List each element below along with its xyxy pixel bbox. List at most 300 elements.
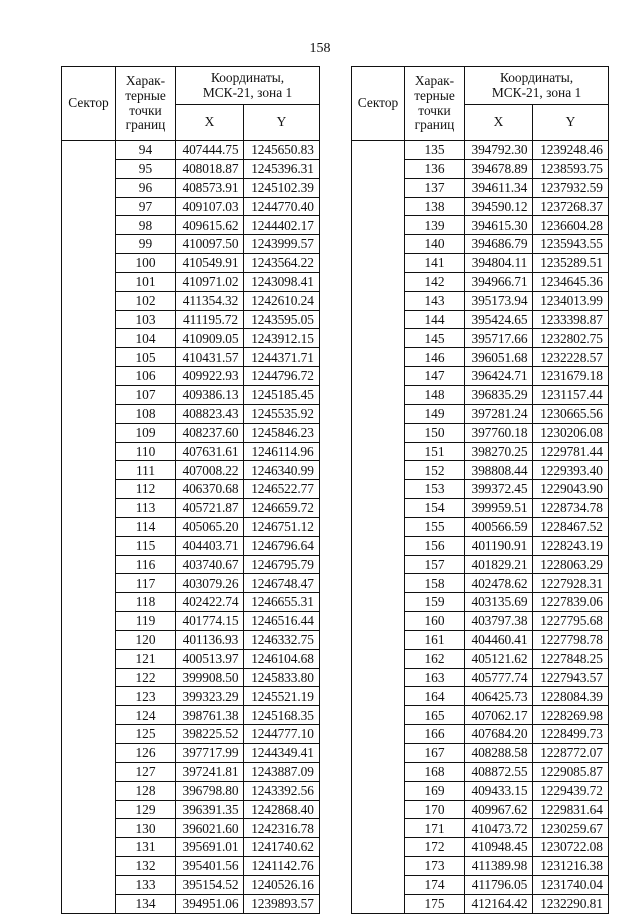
y-cell: 1244796.72	[244, 367, 320, 386]
x-cell: 408237.60	[176, 423, 244, 442]
table-row	[352, 197, 609, 216]
sector-cell	[62, 668, 116, 687]
sector-cell	[352, 310, 405, 329]
x-cell: 403135.69	[465, 593, 533, 612]
sector-cell	[352, 687, 405, 706]
point-cell: 143	[405, 291, 465, 310]
table-row	[352, 781, 609, 800]
table-row	[62, 254, 320, 273]
table-row	[352, 385, 609, 404]
y-cell: 1237932.59	[533, 178, 609, 197]
sector-cell	[352, 875, 405, 894]
sector-cell	[62, 649, 116, 668]
x-cell: 401190.91	[465, 536, 533, 555]
table-row	[62, 385, 320, 404]
x-cell: 407631.61	[176, 442, 244, 461]
table-row	[352, 499, 609, 518]
x-cell: 394792.30	[465, 141, 533, 160]
x-cell: 410473.72	[465, 819, 533, 838]
table-row	[352, 216, 609, 235]
point-cell: 155	[405, 517, 465, 536]
point-cell: 103	[116, 310, 176, 329]
sector-cell	[62, 367, 116, 386]
table-row	[352, 649, 609, 668]
table-row	[352, 517, 609, 536]
sector-cell	[352, 706, 405, 725]
x-cell: 398270.25	[465, 442, 533, 461]
table-row	[62, 593, 320, 612]
table-row	[352, 630, 609, 649]
table-row	[352, 310, 609, 329]
table-row	[352, 593, 609, 612]
y-cell: 1229439.72	[533, 781, 609, 800]
sector-cell	[62, 819, 116, 838]
sector-cell	[352, 593, 405, 612]
point-cell: 127	[116, 762, 176, 781]
sector-cell	[62, 423, 116, 442]
x-cell: 397241.81	[176, 762, 244, 781]
point-cell: 170	[405, 800, 465, 819]
header-y: Y	[533, 105, 609, 141]
table-row	[352, 442, 609, 461]
point-cell: 107	[116, 385, 176, 404]
y-cell: 1245396.31	[244, 159, 320, 178]
sector-cell	[62, 781, 116, 800]
point-cell: 162	[405, 649, 465, 668]
sector-cell	[352, 197, 405, 216]
y-cell: 1231740.04	[533, 875, 609, 894]
sector-cell	[352, 725, 405, 744]
sector-cell	[352, 329, 405, 348]
header-coords-line2: МСК-21, зона 1	[491, 84, 582, 100]
table-row	[62, 612, 320, 631]
y-cell: 1243564.22	[244, 254, 320, 273]
table-row	[62, 404, 320, 423]
table-row	[62, 555, 320, 574]
x-cell: 400513.97	[176, 649, 244, 668]
point-cell: 116	[116, 555, 176, 574]
sector-cell	[62, 517, 116, 536]
table-row	[62, 423, 320, 442]
table-row	[352, 857, 609, 876]
y-cell: 1243392.56	[244, 781, 320, 800]
point-cell: 95	[116, 159, 176, 178]
y-cell: 1245185.45	[244, 385, 320, 404]
x-cell: 409107.03	[176, 197, 244, 216]
table-row	[352, 254, 609, 273]
point-cell: 110	[116, 442, 176, 461]
point-cell: 114	[116, 517, 176, 536]
table-row	[352, 367, 609, 386]
y-cell: 1246522.77	[244, 480, 320, 499]
x-cell: 403797.38	[465, 612, 533, 631]
table-row	[352, 894, 609, 913]
y-cell: 1229781.44	[533, 442, 609, 461]
point-cell: 131	[116, 838, 176, 857]
table-row	[352, 141, 609, 160]
x-cell: 395717.66	[465, 329, 533, 348]
y-cell: 1239248.46	[533, 141, 609, 160]
sector-cell	[62, 875, 116, 894]
point-cell: 106	[116, 367, 176, 386]
point-cell: 160	[405, 612, 465, 631]
x-cell: 400566.59	[465, 517, 533, 536]
page-number: 158	[309, 41, 331, 56]
sector-cell	[352, 744, 405, 763]
y-cell: 1242868.40	[244, 800, 320, 819]
table-row	[62, 367, 320, 386]
sector-cell	[352, 857, 405, 876]
y-cell: 1245846.23	[244, 423, 320, 442]
y-cell: 1244349.41	[244, 744, 320, 763]
sector-cell	[62, 838, 116, 857]
y-cell: 1243912.15	[244, 329, 320, 348]
x-cell: 395691.01	[176, 838, 244, 857]
x-cell: 394590.12	[465, 197, 533, 216]
sector-cell	[352, 555, 405, 574]
y-cell: 1246332.75	[244, 630, 320, 649]
x-cell: 395401.56	[176, 857, 244, 876]
point-cell: 125	[116, 725, 176, 744]
sector-cell	[352, 461, 405, 480]
y-cell: 1243887.09	[244, 762, 320, 781]
table-row	[62, 725, 320, 744]
sector-cell	[62, 593, 116, 612]
x-cell: 399323.29	[176, 687, 244, 706]
header-coords-line1: Координаты,	[499, 69, 574, 85]
y-cell: 1243595.05	[244, 310, 320, 329]
x-cell: 409615.62	[176, 216, 244, 235]
y-cell: 1246114.96	[244, 442, 320, 461]
y-cell: 1234645.36	[533, 272, 609, 291]
x-cell: 394966.71	[465, 272, 533, 291]
y-cell: 1241142.76	[244, 857, 320, 876]
point-cell: 129	[116, 800, 176, 819]
sector-cell	[62, 706, 116, 725]
point-cell: 102	[116, 291, 176, 310]
header-points-line3: точки	[129, 102, 162, 118]
x-cell: 410909.05	[176, 329, 244, 348]
table-row	[352, 178, 609, 197]
point-cell: 139	[405, 216, 465, 235]
sector-cell	[62, 442, 116, 461]
point-cell: 137	[405, 178, 465, 197]
table-row	[62, 649, 320, 668]
y-cell: 1242610.24	[244, 291, 320, 310]
x-cell: 409922.93	[176, 367, 244, 386]
x-cell: 399908.50	[176, 668, 244, 687]
point-cell: 163	[405, 668, 465, 687]
sector-cell	[62, 687, 116, 706]
point-cell: 150	[405, 423, 465, 442]
x-cell: 408288.58	[465, 744, 533, 763]
table-row	[62, 291, 320, 310]
y-cell: 1230259.67	[533, 819, 609, 838]
table-row	[62, 159, 320, 178]
x-cell: 397281.24	[465, 404, 533, 423]
sector-cell	[62, 499, 116, 518]
point-cell: 165	[405, 706, 465, 725]
point-cell: 117	[116, 574, 176, 593]
point-cell: 152	[405, 461, 465, 480]
x-cell: 408018.87	[176, 159, 244, 178]
point-cell: 169	[405, 781, 465, 800]
y-cell: 1246751.12	[244, 517, 320, 536]
header-sector: Сектор	[62, 67, 116, 141]
header-coords-line2: МСК-21, зона 1	[202, 84, 293, 100]
x-cell: 405121.62	[465, 649, 533, 668]
sector-cell	[352, 141, 405, 160]
table-row	[62, 800, 320, 819]
sector-cell	[352, 442, 405, 461]
x-cell: 394686.79	[465, 235, 533, 254]
x-cell: 396835.29	[465, 385, 533, 404]
table-row	[352, 819, 609, 838]
y-cell: 1246655.31	[244, 593, 320, 612]
y-cell: 1244402.17	[244, 216, 320, 235]
sector-cell	[62, 744, 116, 763]
sector-cell	[62, 254, 116, 273]
x-cell: 398761.38	[176, 706, 244, 725]
y-cell: 1231157.44	[533, 385, 609, 404]
table-row	[62, 272, 320, 291]
x-cell: 411389.98	[465, 857, 533, 876]
header-points-line2: терные	[125, 87, 166, 103]
sector-cell	[62, 178, 116, 197]
y-cell: 1235289.51	[533, 254, 609, 273]
x-cell: 396021.60	[176, 819, 244, 838]
y-cell: 1232228.57	[533, 348, 609, 367]
table-body-left	[62, 141, 320, 914]
sector-cell	[352, 480, 405, 499]
point-cell: 108	[116, 404, 176, 423]
y-cell: 1228772.07	[533, 744, 609, 763]
x-cell: 408573.91	[176, 178, 244, 197]
y-cell: 1244777.10	[244, 725, 320, 744]
point-cell: 146	[405, 348, 465, 367]
sector-cell	[62, 216, 116, 235]
header-x: X	[176, 105, 244, 141]
point-cell: 172	[405, 838, 465, 857]
y-cell: 1230722.08	[533, 838, 609, 857]
y-cell: 1235943.55	[533, 235, 609, 254]
table-row	[352, 668, 609, 687]
sector-cell	[62, 461, 116, 480]
table-row	[62, 819, 320, 838]
y-cell: 1228063.29	[533, 555, 609, 574]
x-cell: 407008.22	[176, 461, 244, 480]
x-cell: 396051.68	[465, 348, 533, 367]
y-cell: 1245833.80	[244, 668, 320, 687]
x-cell: 410431.57	[176, 348, 244, 367]
sector-cell	[352, 800, 405, 819]
x-cell: 410971.02	[176, 272, 244, 291]
table-row	[352, 404, 609, 423]
x-cell: 408823.43	[176, 404, 244, 423]
point-cell: 135	[405, 141, 465, 160]
table-row	[352, 574, 609, 593]
x-cell: 412164.42	[465, 894, 533, 913]
y-cell: 1244371.71	[244, 348, 320, 367]
table-row	[62, 781, 320, 800]
sector-cell	[62, 612, 116, 631]
sector-cell	[62, 197, 116, 216]
table-row	[352, 706, 609, 725]
point-cell: 113	[116, 499, 176, 518]
table-row	[352, 159, 609, 178]
table-row	[62, 197, 320, 216]
point-cell: 174	[405, 875, 465, 894]
y-cell: 1238593.75	[533, 159, 609, 178]
x-cell: 405721.87	[176, 499, 244, 518]
y-cell: 1237268.37	[533, 197, 609, 216]
y-cell: 1245650.83	[244, 141, 320, 160]
point-cell: 115	[116, 536, 176, 555]
sector-cell	[352, 819, 405, 838]
y-cell: 1246748.47	[244, 574, 320, 593]
header-points-line3: точки	[418, 102, 451, 118]
sector-cell	[352, 762, 405, 781]
sector-cell	[352, 423, 405, 442]
sector-cell	[352, 272, 405, 291]
x-cell: 405777.74	[465, 668, 533, 687]
point-cell: 105	[116, 348, 176, 367]
x-cell: 397760.18	[465, 423, 533, 442]
table-row	[62, 480, 320, 499]
sector-cell	[352, 291, 405, 310]
x-cell: 404460.41	[465, 630, 533, 649]
point-cell: 121	[116, 649, 176, 668]
header-x: X	[465, 105, 533, 141]
sector-cell	[352, 178, 405, 197]
point-cell: 122	[116, 668, 176, 687]
y-cell: 1241740.62	[244, 838, 320, 857]
table-row	[62, 461, 320, 480]
point-cell: 140	[405, 235, 465, 254]
y-cell: 1245102.39	[244, 178, 320, 197]
y-cell: 1228084.39	[533, 687, 609, 706]
y-cell: 1231216.38	[533, 857, 609, 876]
sector-cell	[62, 141, 116, 160]
point-cell: 126	[116, 744, 176, 763]
sector-cell	[352, 404, 405, 423]
y-cell: 1230206.08	[533, 423, 609, 442]
point-cell: 175	[405, 894, 465, 913]
y-cell: 1243098.41	[244, 272, 320, 291]
x-cell: 408872.55	[465, 762, 533, 781]
point-cell: 98	[116, 216, 176, 235]
x-cell: 395154.52	[176, 875, 244, 894]
table-row	[62, 687, 320, 706]
x-cell: 411354.32	[176, 291, 244, 310]
point-cell: 171	[405, 819, 465, 838]
table-row	[352, 744, 609, 763]
y-cell: 1246340.99	[244, 461, 320, 480]
table-row	[62, 762, 320, 781]
y-cell: 1230665.56	[533, 404, 609, 423]
point-cell: 96	[116, 178, 176, 197]
y-cell: 1228734.78	[533, 499, 609, 518]
y-cell: 1229043.90	[533, 480, 609, 499]
point-cell: 154	[405, 499, 465, 518]
point-cell: 164	[405, 687, 465, 706]
point-cell: 136	[405, 159, 465, 178]
y-cell: 1227795.68	[533, 612, 609, 631]
table-row	[62, 630, 320, 649]
x-cell: 394804.11	[465, 254, 533, 273]
x-cell: 397717.99	[176, 744, 244, 763]
x-cell: 396391.35	[176, 800, 244, 819]
table-row	[62, 499, 320, 518]
point-cell: 161	[405, 630, 465, 649]
table-row	[62, 574, 320, 593]
x-cell: 409433.15	[465, 781, 533, 800]
sector-cell	[352, 216, 405, 235]
y-cell: 1229393.40	[533, 461, 609, 480]
point-cell: 149	[405, 404, 465, 423]
point-cell: 123	[116, 687, 176, 706]
header-points-line4: границ	[125, 117, 166, 133]
point-cell: 168	[405, 762, 465, 781]
table-row	[62, 894, 320, 913]
x-cell: 399959.51	[465, 499, 533, 518]
y-cell: 1236604.28	[533, 216, 609, 235]
x-cell: 403740.67	[176, 555, 244, 574]
y-cell: 1228243.19	[533, 536, 609, 555]
point-cell: 120	[116, 630, 176, 649]
point-cell: 134	[116, 894, 176, 913]
sector-cell	[62, 385, 116, 404]
x-cell: 394611.34	[465, 178, 533, 197]
sector-cell	[352, 159, 405, 178]
table-row	[352, 329, 609, 348]
y-cell: 1246516.44	[244, 612, 320, 631]
point-cell: 101	[116, 272, 176, 291]
header-coords-line1: Координаты,	[210, 69, 285, 85]
x-cell: 410097.50	[176, 235, 244, 254]
point-cell: 148	[405, 385, 465, 404]
x-cell: 406425.73	[465, 687, 533, 706]
table-row	[62, 442, 320, 461]
table-row	[352, 725, 609, 744]
coordinates-table-left	[61, 66, 320, 914]
sector-cell	[62, 329, 116, 348]
point-cell: 111	[116, 461, 176, 480]
point-cell: 147	[405, 367, 465, 386]
x-cell: 410549.91	[176, 254, 244, 273]
y-cell: 1228467.52	[533, 517, 609, 536]
table-row	[62, 517, 320, 536]
point-cell: 142	[405, 272, 465, 291]
point-cell: 124	[116, 706, 176, 725]
sector-cell	[62, 480, 116, 499]
sector-cell	[62, 725, 116, 744]
x-cell: 407684.20	[465, 725, 533, 744]
sector-cell	[352, 367, 405, 386]
x-cell: 402478.62	[465, 574, 533, 593]
point-cell: 166	[405, 725, 465, 744]
table-row	[352, 348, 609, 367]
x-cell: 394678.89	[465, 159, 533, 178]
header-points-line4: границ	[414, 117, 455, 133]
x-cell: 411195.72	[176, 310, 244, 329]
x-cell: 406370.68	[176, 480, 244, 499]
y-cell: 1245168.35	[244, 706, 320, 725]
table-row	[62, 141, 320, 160]
x-cell: 399372.45	[465, 480, 533, 499]
x-cell: 394951.06	[176, 894, 244, 913]
x-cell: 395173.94	[465, 291, 533, 310]
